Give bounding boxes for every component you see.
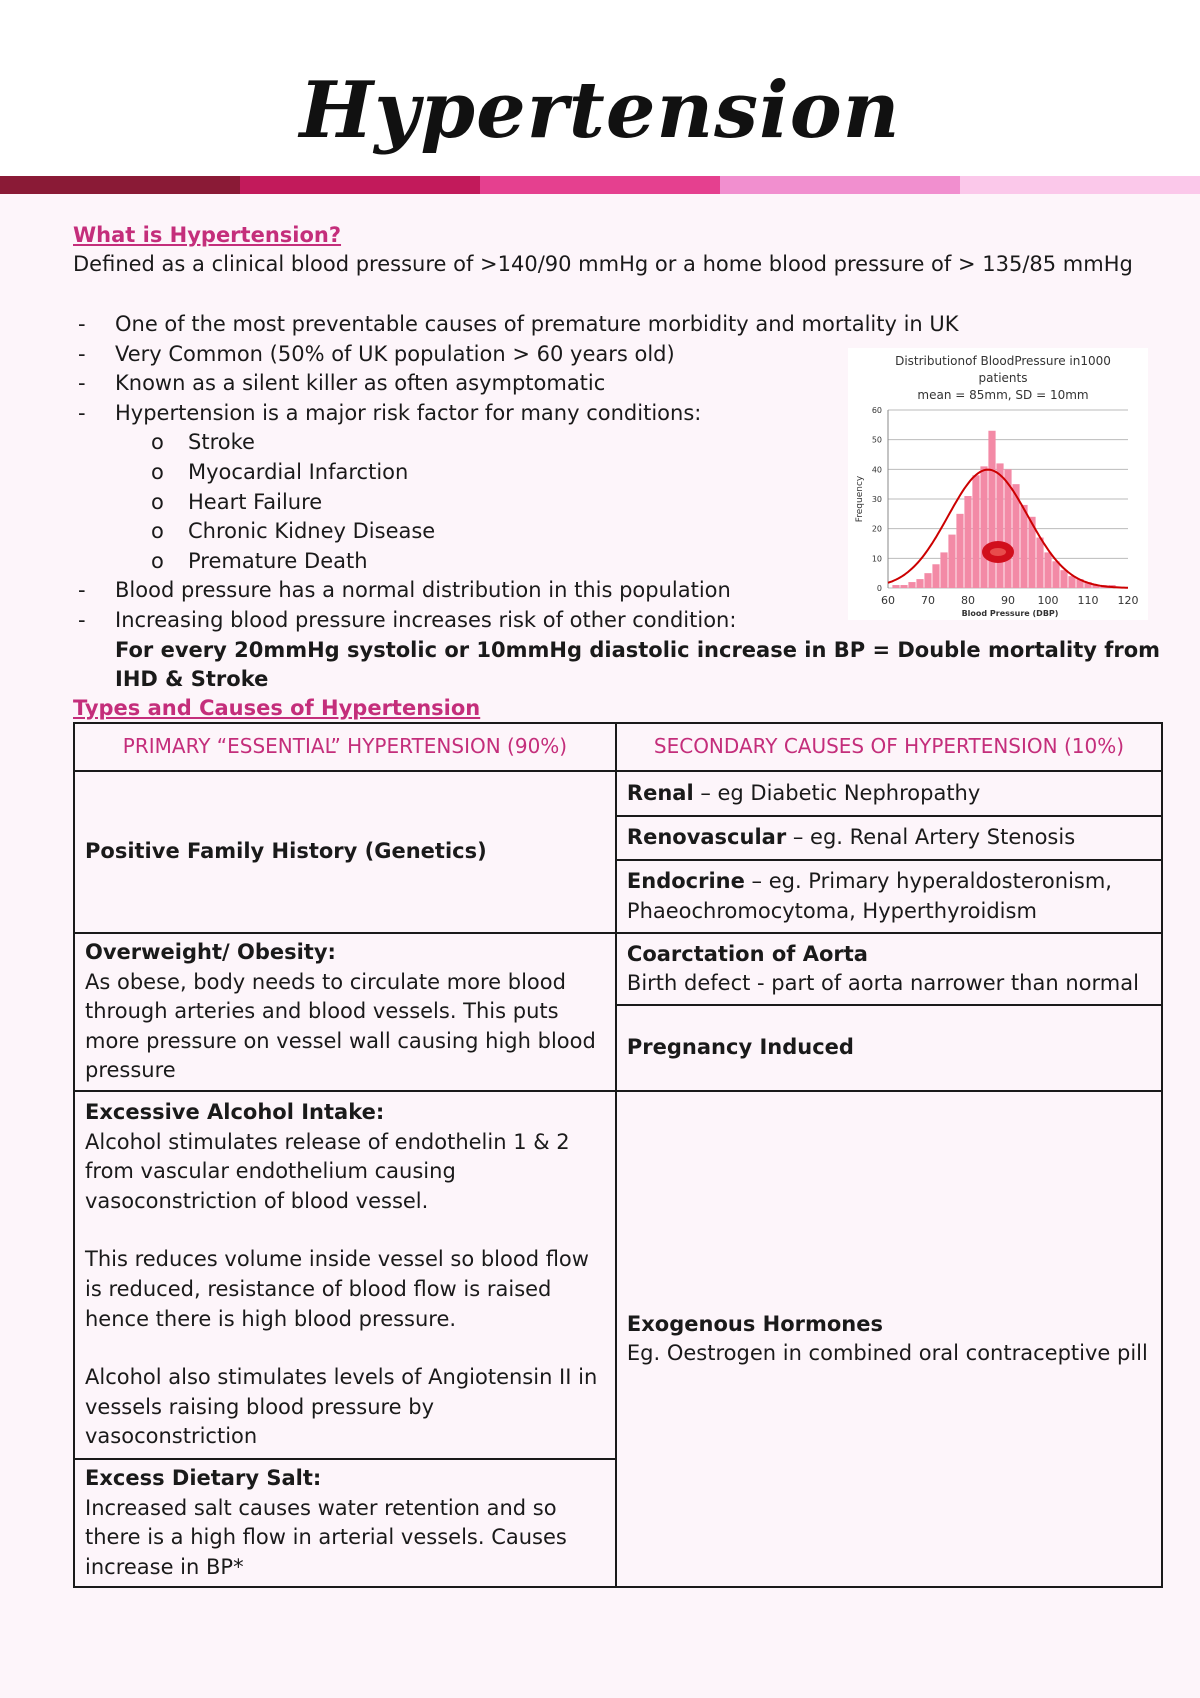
histogram-bar	[996, 463, 1003, 588]
table-row	[74, 933, 1162, 1005]
definition: Defined as a clinical blood pressure of >140/90 mmHg or a home blood pressure of > 135/85 mmHg	[73, 252, 1133, 276]
renal-text: – eg Diabetic Nephropathy	[693, 780, 981, 805]
coarctation-text: Birth defect - part of aorta narrower than normal	[626, 971, 1139, 996]
condition-item: o Stroke	[78, 428, 1200, 458]
y-tick-label: 50	[871, 435, 882, 445]
y-tick-label: 0	[876, 584, 882, 593]
list-item: - Very Common (50% of UK population > 60 years old)	[78, 340, 1200, 370]
histogram-bar	[892, 585, 899, 588]
color-bar-segment-1	[0, 176, 240, 194]
y-tick-label: 10	[871, 554, 882, 564]
histogram-bar	[956, 514, 963, 588]
mortality-emphasis: For every 20mmHg systolic or 10mmHg diastolic increase in BP = Double mortality from IHD & Stroke	[115, 637, 1161, 692]
renovascular-text: – eg. Renal Artery Stenosis	[786, 825, 1076, 850]
x-tick-label: 110	[1077, 594, 1099, 607]
x-tick-label: 60	[881, 594, 895, 607]
list-item: - One of the most preventable causes of premature morbidity and mortality in UK	[78, 310, 1200, 340]
endocrine-text: – eg. Primary hyperaldosteronism, Phaeochromocytoma, Hyperthyroidism	[626, 868, 1112, 923]
endocrine-title: Endocrine	[626, 868, 745, 893]
x-tick-label: 70	[921, 594, 935, 607]
hormones-title: Exogenous Hormones	[626, 1311, 883, 1336]
color-bar-segment-5	[960, 176, 1200, 194]
obesity-text: As obese, body needs to circulate more blood through arteries and blood vessels. This puts more pressure on vessel wall causing high blood pressure	[85, 969, 596, 1083]
chart-title-line-3: mean = 85mm, SD = 10mm	[917, 388, 1089, 402]
x-axis-label: Blood Pressure (DBP)	[961, 609, 1059, 618]
table-row	[74, 1091, 1162, 1459]
histogram-bar	[908, 582, 915, 588]
histogram-bar	[972, 475, 979, 588]
pregnancy-cell: Pregnancy Induced	[616, 1005, 1162, 1091]
condition-item: o Myocardial Infarction	[78, 458, 1200, 488]
alcohol-paragraph-1: Alcohol stimulates release of endothelin 1 & 2 from vascular endothelium causing vasoconstriction of blood vessel.	[85, 1129, 570, 1213]
endocrine-cell	[616, 860, 1162, 933]
color-bar-segment-2	[240, 176, 480, 194]
color-bar-segment-3	[480, 176, 720, 194]
secondary-header: SECONDARY CAUSES OF HYPERTENSION (10%)	[616, 723, 1162, 771]
family-history-cell: Positive Family History (Genetics)	[74, 771, 616, 933]
renal-cell	[616, 771, 1162, 816]
x-tick-label: 100	[1037, 594, 1059, 607]
renovascular-title: Renovascular	[626, 825, 787, 850]
renal-title: Renal	[626, 780, 694, 805]
y-tick-label: 40	[871, 465, 882, 475]
obesity-title: Overweight/ Obesity:	[85, 940, 336, 964]
list-item: - Hypertension is a major risk factor for many conditions:	[78, 399, 1200, 429]
page-title: Hypertension	[299, 65, 901, 156]
histogram-bar	[1052, 561, 1059, 588]
alcohol-paragraph-3: Alcohol also stimulates levels of Angiotensin II in vessels raising blood pressure by vasoconstriction	[85, 1365, 598, 1449]
x-tick-label: 120	[1117, 594, 1139, 607]
alcohol-title: Excessive Alcohol Intake:	[85, 1100, 385, 1124]
alcohol-paragraph-2: This reduces volume inside vessel so blood flow is reduced, resistance of blood flow is raised hence there is high blood pressure.	[85, 1247, 589, 1331]
color-bar	[0, 176, 1200, 194]
y-axis-label: Frequency	[855, 475, 865, 523]
condition-item: o Chronic Kidney Disease	[78, 517, 1200, 547]
histogram-bar	[1068, 576, 1075, 588]
bp-distribution-chart	[848, 348, 1148, 620]
alcohol-cell	[74, 1091, 616, 1459]
table-row	[74, 771, 1162, 816]
histogram-bar	[1020, 505, 1027, 588]
histogram-bar	[940, 552, 947, 588]
histogram-bar	[916, 579, 923, 588]
red-blood-cell-highlight	[990, 548, 1006, 556]
list-item: - Increasing blood pressure increases risk of other condition:	[78, 606, 1200, 636]
y-tick-label: 30	[871, 495, 882, 504]
y-tick-label: 60	[871, 406, 882, 415]
hormones-text: Eg. Oestrogen in combined oral contraceptive pill	[626, 1341, 1148, 1366]
hormones-cell	[616, 1091, 1162, 1587]
histogram-bar	[932, 564, 939, 588]
histogram-bar	[1036, 538, 1043, 588]
causes-table	[73, 722, 1163, 1588]
list-item: - Known as a silent killer as often asymptomatic	[78, 369, 1200, 399]
histogram-bar	[948, 535, 955, 588]
chart-title-line-2: patients	[978, 371, 1028, 385]
salt-cell	[74, 1459, 616, 1587]
primary-header: PRIMARY “ESSENTIAL” HYPERTENSION (90%)	[74, 723, 616, 771]
coarctation-cell	[616, 933, 1162, 1005]
table-header-row	[74, 723, 1162, 771]
list-item: - Blood pressure has a normal distribution in this population	[78, 576, 1200, 606]
y-tick-label: 20	[871, 524, 882, 534]
histogram-bar	[980, 466, 987, 588]
condition-item: o Premature Death	[78, 547, 1200, 577]
histogram-bar	[1060, 570, 1067, 588]
histogram-bar	[988, 431, 995, 588]
histogram-bar	[924, 573, 931, 588]
histogram-bar	[1044, 552, 1051, 588]
salt-title: Excess Dietary Salt:	[85, 1465, 322, 1490]
coarctation-title: Coarctation of Aorta	[626, 941, 868, 966]
obesity-cell	[74, 933, 616, 1091]
what-heading: What is Hypertension?	[73, 223, 342, 247]
color-bar-segment-4	[720, 176, 960, 194]
types-heading: Types and Causes of Hypertension	[73, 696, 481, 720]
condition-item: o Heart Failure	[78, 488, 1200, 518]
x-tick-label: 80	[961, 594, 975, 607]
chart-title-line-1: Distributionof BloodPressure in1000	[895, 354, 1111, 368]
histogram-bar	[900, 585, 907, 588]
x-tick-label: 90	[1001, 594, 1015, 607]
histogram-bar	[964, 496, 971, 588]
salt-text: Increased salt causes water retention and so there is a high flow in arterial vessels. Causes increase in BP*	[85, 1495, 567, 1579]
renovascular-cell	[616, 816, 1162, 860]
